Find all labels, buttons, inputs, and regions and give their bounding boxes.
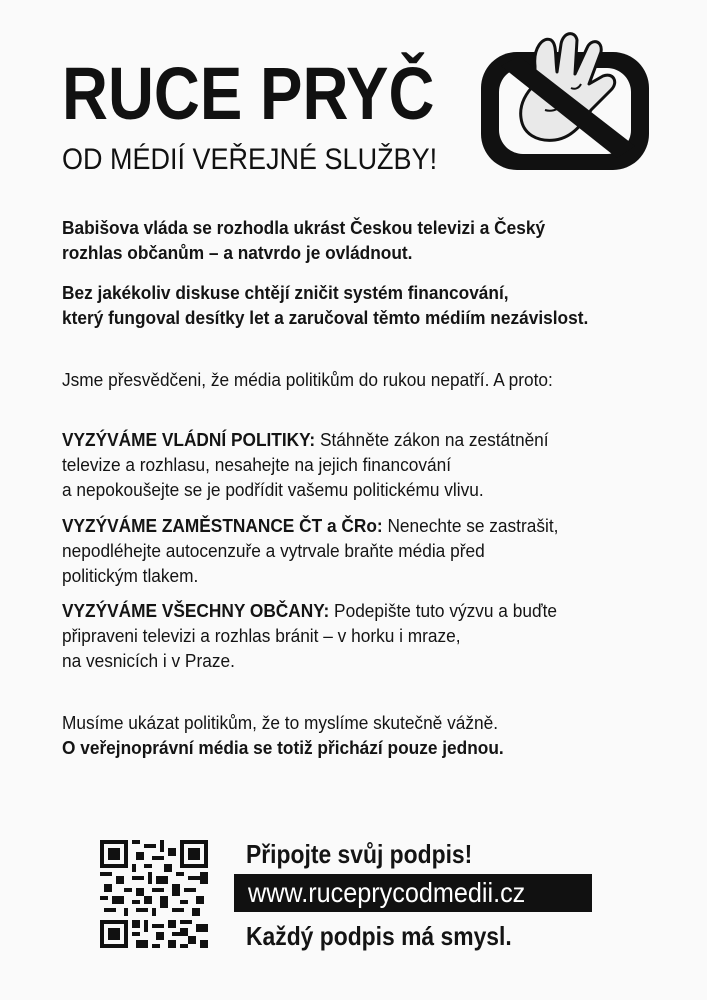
intro-p1-line-2: rozhlas občanům – a natvrdo je ovládnout. [62, 243, 413, 263]
closing-line-1: Musíme ukázat politikům, že to myslíme skutečně vážně. [62, 713, 499, 733]
appeal-line-1-rest: Podepište tuto výzvu a buďte [329, 601, 557, 621]
appeal-line-1-rest: Nenechte se zastrašit, [382, 516, 559, 536]
appeal-politicians [62, 428, 638, 503]
appeal-line-3: a nepokoušejte se je podřídit vašemu politickému vlivu. [62, 480, 484, 500]
cta-every-signature: Každý podpis má smysl. [246, 921, 512, 951]
appeal-line-2: připraveni televizi a rozhlas bránit – v horku i mraze, [62, 626, 461, 646]
intro-paragraph-2 [62, 281, 638, 331]
appeal-line-1 [62, 599, 638, 624]
appeal-line-3: na vesnicích i v Praze. [62, 651, 235, 671]
appeal-line-2: nepodléhejte autocenzuře a vytrvale braňte média před [62, 541, 485, 561]
appeal-lead: VYZÝVÁME ZAMĚSTNANCE ČT a ČRo: [62, 516, 383, 536]
intro-paragraph-1 [62, 216, 638, 266]
appeal-lead: VYZÝVÁME VŠECHNY OBČANY: [62, 601, 330, 621]
intro-p2-line-2: který fungoval desítky let a zaručoval těmto médiím nezávislost. [62, 308, 589, 328]
appeal-line-1 [62, 514, 638, 539]
website-url[interactable]: www.ruceprycodmedii.cz [248, 877, 526, 908]
intro-p1-line-1: Babišova vláda se rozhodla ukrást Českou televizi a Český [62, 218, 546, 238]
cta-sign-heading: Připojte svůj podpis! [246, 839, 473, 869]
intro-p2-line-1: Bez jakékoliv diskuse chtějí zničit systém financování, [62, 283, 509, 303]
statement-paragraph [62, 368, 638, 393]
appeal-citizens [62, 599, 638, 674]
page-title: RUCE PRYČ [62, 52, 435, 135]
closing-line-2: O veřejnoprávní média se totiž přichází pouze jednou. [62, 738, 504, 758]
website-link[interactable] [234, 874, 592, 912]
appeal-line-3: politickým tlakem. [62, 566, 199, 586]
qr-code-icon[interactable] [100, 840, 208, 948]
page-subtitle: OD MÉDIÍ VEŘEJNÉ SLUŽBY! [62, 143, 438, 176]
appeal-line-2: televize a rozhlasu, nesahejte na jejich financování [62, 455, 452, 475]
closing-paragraph [62, 711, 638, 761]
appeal-line-1 [62, 428, 638, 453]
appeal-line-1-rest: Stáhněte zákon na zestátnění [315, 430, 549, 450]
appeal-employees [62, 514, 638, 589]
crossed-out-hand-icon [475, 26, 655, 176]
appeal-lead: VYZÝVÁME VLÁDNÍ POLITIKY: [62, 430, 316, 450]
statement-text: Jsme přesvědčeni, že média politikům do rukou nepatří. A proto: [62, 370, 553, 390]
